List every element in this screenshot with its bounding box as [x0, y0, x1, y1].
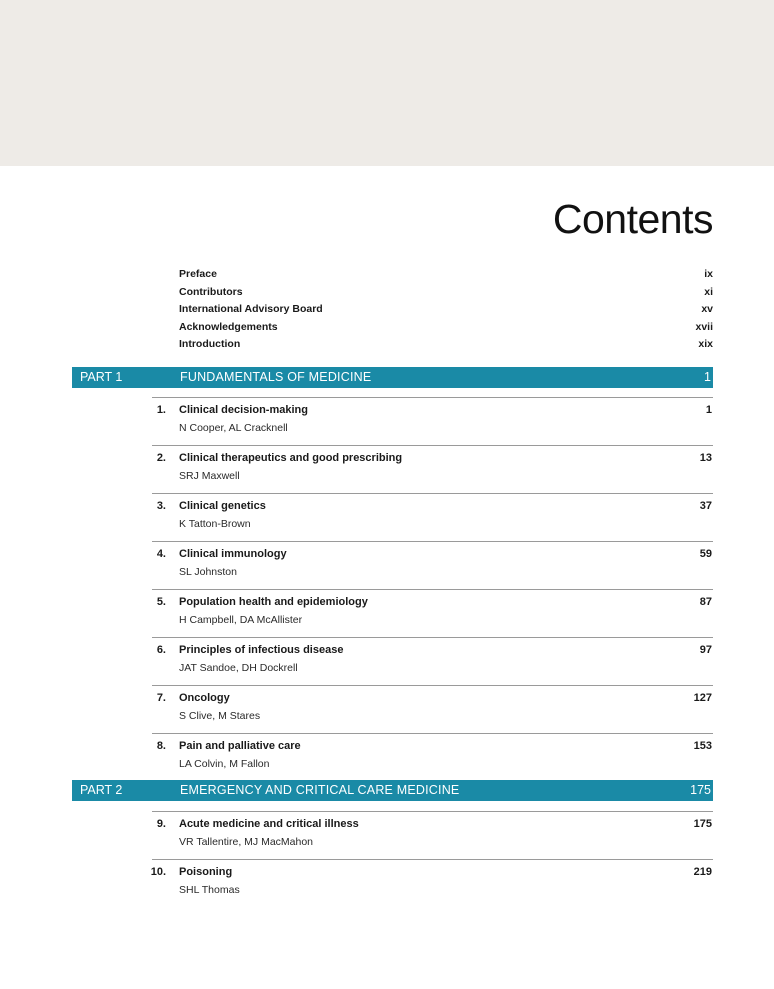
chapter-entry[interactable] [152, 541, 713, 589]
part-2-header[interactable] [72, 780, 713, 801]
chapter-page: 13 [699, 452, 712, 464]
chapter-title: Pain and palliative care [179, 740, 301, 752]
chapter-number: 7. [156, 692, 166, 704]
chapter-entry[interactable] [152, 859, 713, 907]
chapter-authors: SL Johnston [179, 566, 237, 578]
part-title: EMERGENCY AND CRITICAL CARE MEDICINE [180, 783, 460, 797]
part-1-chapter-list [0, 397, 774, 781]
page-title: Contents [552, 196, 713, 242]
chapter-title: Clinical immunology [179, 548, 287, 560]
chapter-number: 1. [156, 404, 166, 416]
chapter-page: 97 [699, 644, 712, 656]
front-matter-label: International Advisory Board [179, 303, 323, 316]
chapter-entry[interactable] [152, 397, 713, 445]
chapter-page: 219 [693, 866, 712, 878]
chapter-number: 6. [156, 644, 166, 656]
chapter-authors: S Clive, M Stares [179, 710, 261, 722]
chapter-entry[interactable] [152, 811, 713, 859]
chapter-entry[interactable] [152, 685, 713, 733]
front-matter-list [179, 266, 713, 354]
part-label: PART 2 [80, 783, 123, 797]
front-matter-label: Introduction [179, 338, 241, 351]
chapter-authors: VR Tallentire, MJ MacMahon [179, 836, 314, 848]
front-matter-item[interactable] [179, 336, 713, 354]
chapter-number: 2. [156, 452, 166, 464]
chapter-number: 9. [156, 818, 166, 830]
chapter-title: Clinical therapeutics and good prescribing [179, 452, 403, 464]
chapter-number: 5. [156, 596, 166, 608]
front-matter-label: Contributors [179, 285, 243, 298]
part-page: 175 [690, 783, 711, 797]
chapter-authors: H Campbell, DA McAllister [179, 614, 303, 626]
chapter-title: Clinical genetics [179, 500, 266, 512]
chapter-number: 8. [156, 740, 166, 752]
header-band [0, 0, 774, 166]
chapter-title: Clinical decision-making [179, 404, 308, 416]
chapter-entry[interactable] [152, 589, 713, 637]
front-matter-page: xix [698, 338, 713, 351]
chapter-number: 4. [156, 548, 166, 560]
part-1-header[interactable] [72, 367, 713, 388]
chapter-page: 175 [693, 818, 712, 830]
front-matter-item[interactable] [179, 266, 713, 284]
front-matter-item[interactable] [179, 284, 713, 302]
chapter-authors: JAT Sandoe, DH Dockrell [179, 662, 298, 674]
front-matter-item[interactable] [179, 301, 713, 319]
front-matter-label: Acknowledgements [179, 320, 278, 333]
chapter-page: 127 [693, 692, 712, 704]
chapter-title: Oncology [179, 692, 230, 704]
chapter-title: Acute medicine and critical illness [179, 818, 359, 830]
chapter-page: 153 [693, 740, 712, 752]
chapter-title: Principles of infectious disease [179, 644, 344, 656]
chapter-page: 37 [699, 500, 712, 512]
chapter-page: 1 [705, 404, 712, 416]
chapter-page: 87 [699, 596, 712, 608]
chapter-authors: SHL Thomas [179, 884, 240, 896]
front-matter-item[interactable] [179, 319, 713, 337]
part-label: PART 1 [80, 370, 123, 384]
chapter-entry[interactable] [152, 493, 713, 541]
chapter-authors: LA Colvin, M Fallon [179, 758, 270, 770]
chapter-entry[interactable] [152, 733, 713, 781]
chapter-authors: K Tatton-Brown [179, 518, 251, 530]
chapter-title: Population health and epidemiology [179, 596, 368, 608]
chapter-entry[interactable] [152, 445, 713, 493]
chapter-authors: N Cooper, AL Cracknell [179, 422, 288, 434]
front-matter-page: xvii [695, 320, 713, 333]
chapter-authors: SRJ Maxwell [179, 470, 240, 482]
chapter-number: 10. [150, 866, 166, 878]
chapter-page: 59 [699, 548, 712, 560]
part-2-chapter-list [0, 811, 774, 907]
front-matter-page: xi [704, 285, 713, 298]
chapter-entry[interactable] [152, 637, 713, 685]
chapter-title: Poisoning [179, 866, 233, 878]
chapter-number: 3. [156, 500, 166, 512]
part-page: 1 [704, 370, 711, 384]
front-matter-page: ix [704, 268, 713, 280]
part-title: FUNDAMENTALS OF MEDICINE [180, 370, 372, 384]
front-matter-page: xv [701, 303, 713, 316]
front-matter-label: Preface [179, 268, 217, 280]
